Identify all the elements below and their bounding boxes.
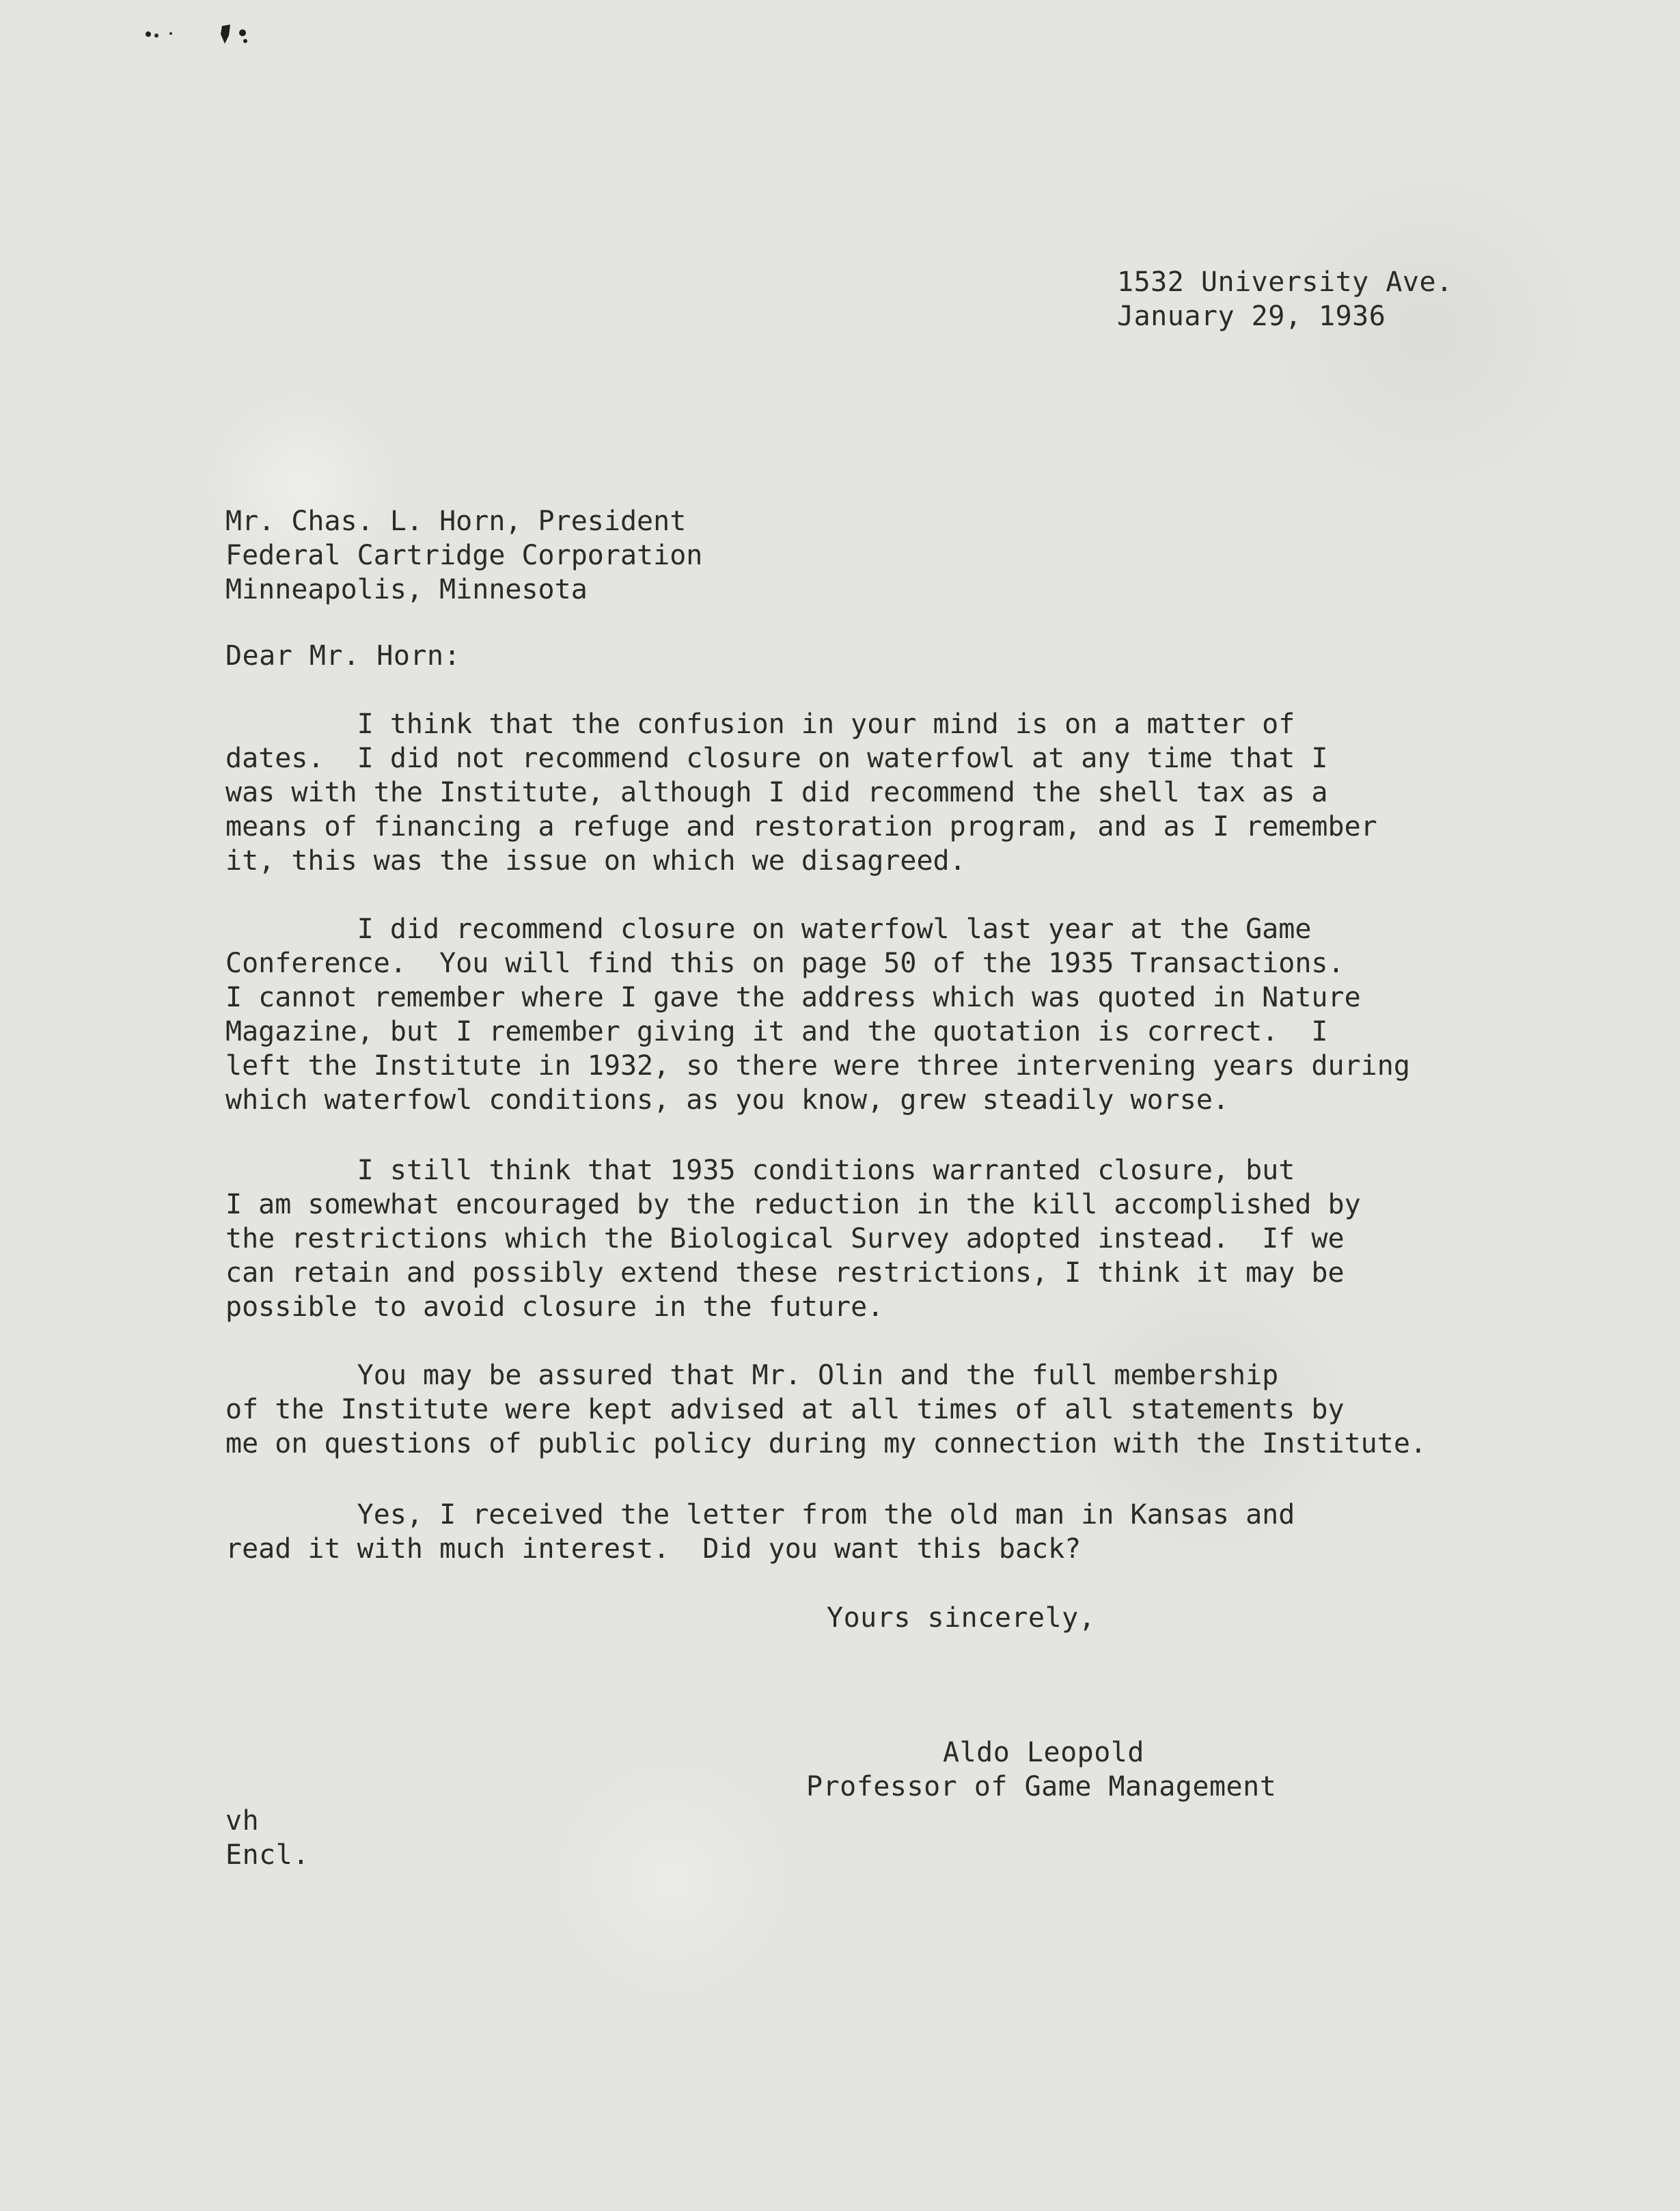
- text-line: of the Institute were kept advised at all times of all statements by: [225, 1394, 1345, 1425]
- body-paragraph-3: [225, 1153, 1361, 1324]
- text-line: left the Institute in 1932, so there were three intervening years during: [225, 1050, 1410, 1082]
- recipient-line: Mr. Chas. L. Horn, President: [225, 506, 687, 537]
- text-line: me on questions of public policy during my connection with the Institute.: [225, 1428, 1427, 1459]
- text-line: I did recommend closure on waterfowl last year at the Game: [225, 914, 1312, 945]
- text-line: it, this was the issue on which we disagreed.: [225, 845, 966, 877]
- text-line: read it with much interest. Did you want this back?: [225, 1533, 1082, 1565]
- text-line: Yes, I received the letter from the old man in Kansas and: [225, 1499, 1295, 1530]
- text-line: means of financing a refuge and restoration program, and as I remember: [225, 811, 1377, 842]
- recipient-line: Minneapolis, Minnesota: [225, 574, 588, 605]
- text-line: which waterfowl conditions, as you know, grew steadily worse.: [225, 1084, 1230, 1116]
- text-line: Magazine, but I remember giving it and the quotation is correct. I: [225, 1016, 1328, 1047]
- recipient-block: [225, 504, 702, 607]
- text-line: Conference. You will find this on page 50 of the 1935 Transactions.: [225, 948, 1345, 979]
- text-line: was with the Institute, although I did recommend the shell tax as a: [225, 777, 1328, 808]
- text-line: You may be assured that Mr. Olin and the full membership: [225, 1360, 1279, 1391]
- body-paragraph-4: [225, 1358, 1427, 1461]
- text-line: the restrictions which the Biological Survey adopted instead. If we: [225, 1223, 1345, 1254]
- body-paragraph-2: [225, 912, 1410, 1117]
- typist-initials: vh: [225, 1805, 260, 1837]
- ink-smudge-mark: [140, 20, 263, 48]
- text-line: I cannot remember where I gave the address which was quoted in Nature: [225, 982, 1361, 1013]
- text-line: I am somewhat encouraged by the reduction in the kill accomplished by: [225, 1189, 1361, 1220]
- letter-date: January 29, 1936: [1117, 301, 1386, 332]
- body-paragraph-5: [225, 1498, 1295, 1566]
- text-line: can retain and possibly extend these restrictions, I think it may be: [225, 1257, 1345, 1289]
- text-line: possible to avoid closure in the future.: [225, 1291, 884, 1323]
- text-line: dates. I did not recommend closure on waterfowl at any time that I: [225, 743, 1328, 774]
- recipient-line: Federal Cartridge Corporation: [225, 540, 703, 571]
- text-line: I still think that 1935 conditions warranted closure, but: [225, 1155, 1295, 1186]
- signer-title: Professor of Game Management: [806, 1771, 1277, 1802]
- salutation: Dear Mr. Horn:: [225, 640, 461, 672]
- signer-name: Aldo Leopold: [943, 1737, 1144, 1768]
- closing: Yours sincerely,: [827, 1602, 1096, 1634]
- text-line: I think that the confusion in your mind is on a matter of: [225, 709, 1295, 740]
- body-paragraph-1: [225, 707, 1377, 878]
- sender-address: 1532 University Ave.: [1117, 266, 1453, 298]
- enclosure-note: Encl.: [225, 1839, 309, 1871]
